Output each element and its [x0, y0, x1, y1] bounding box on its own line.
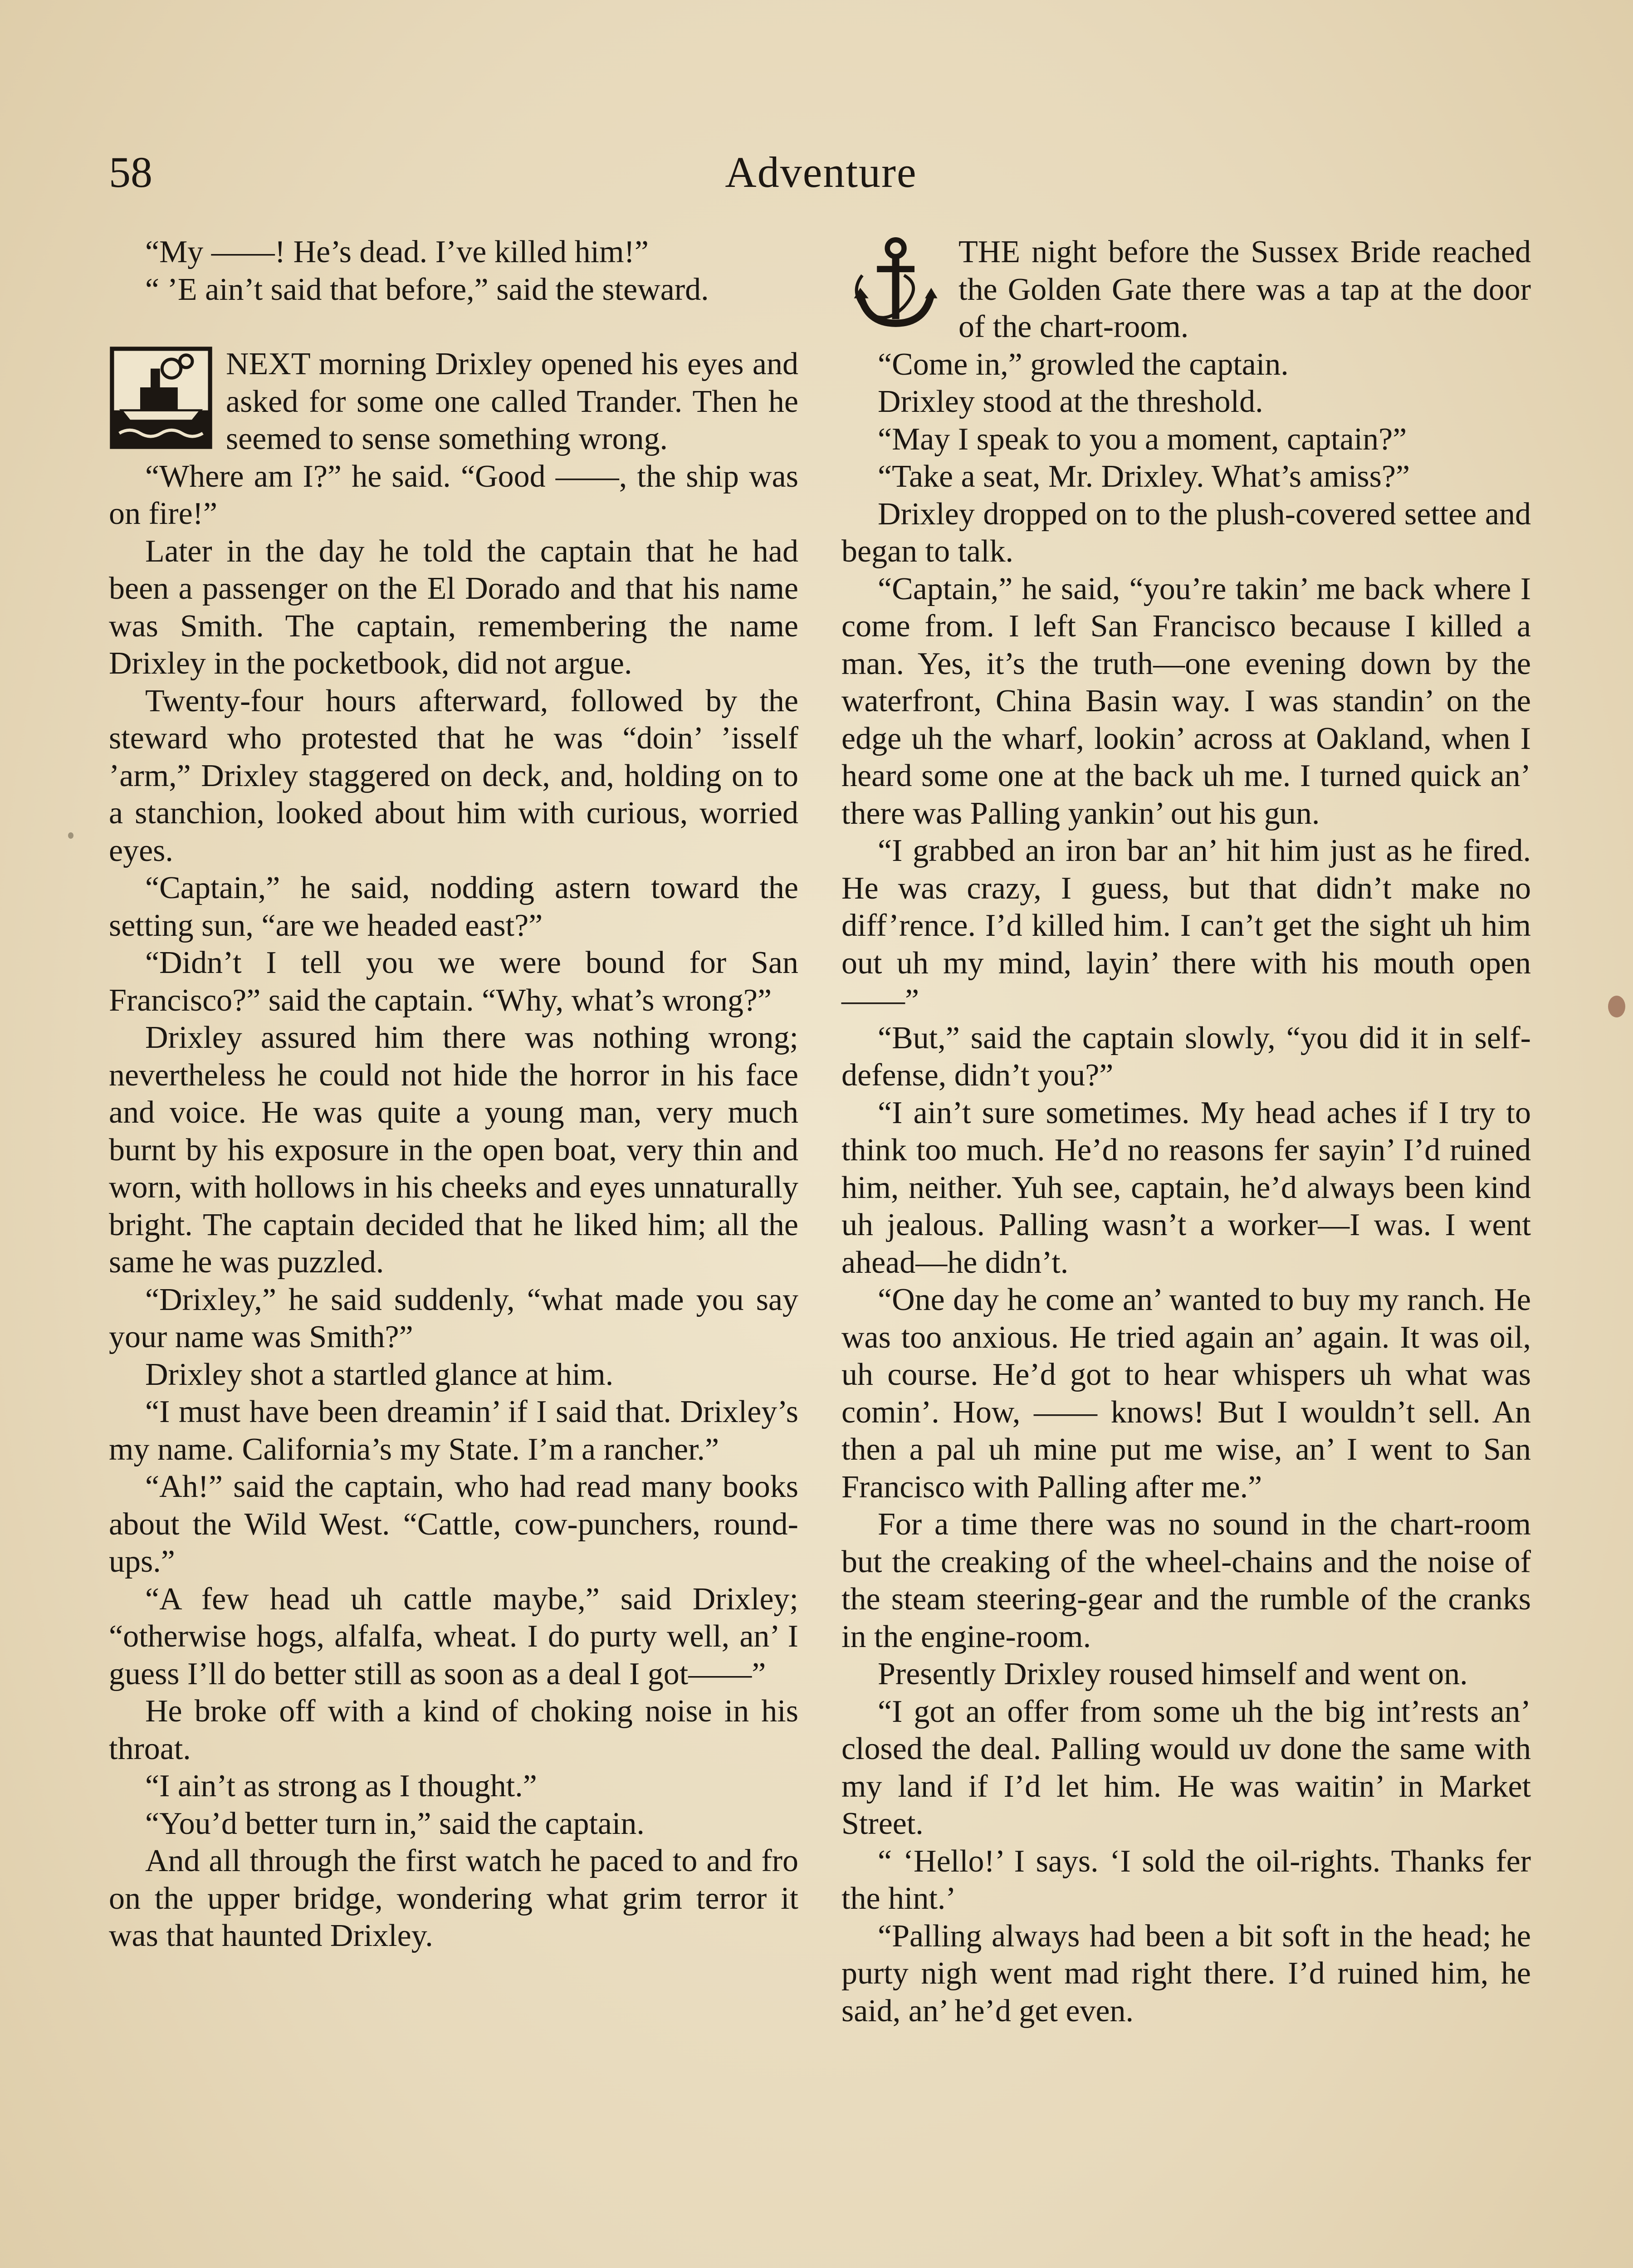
paragraph: “Palling always had been a bit soft in the head; he purty nigh went mad right there. I’d ruined him, he said, an’ he’d get even. [841, 1918, 1531, 2028]
paragraph: “Didn’t I tell you we were bound for San Francisco?” said the captain. “Why, what’s wrong?” [109, 945, 798, 1018]
page-header [109, 145, 1533, 209]
left-column [109, 234, 798, 1955]
paragraph: “Where am I?” he said. “Good ——, the ship was on fire!” [109, 459, 798, 531]
paragraph: And all through the first watch he paced to and fro on the upper bridge, wondering what grim terror it was that haunted Drixley. [109, 1843, 798, 1953]
paragraph: Twenty-four hours afterward, followed by the steward who protested that he was “doin’ ’isself ’arm,” Drixley staggered on deck, and, holding on to a stanchion, looked about him with curious, worried eyes. [109, 683, 798, 868]
paragraph: “Ah!” said the captain, who had read many books about the Wild West. “Cattle, cow-punchers, round-ups.” [109, 1469, 798, 1579]
paragraph: “My ——! He’s dead. I’ve killed him!” [145, 235, 649, 269]
paragraph: “A few head uh cattle maybe,” said Drixley; “otherwise hogs, alfalfa, wheat. I do purty well, an’ I guess I’ll do better still as soon as a deal I got——” [109, 1581, 798, 1691]
paragraph: Drixley shot a startled glance at him. [145, 1357, 614, 1392]
paragraph: “Come in,” growled the captain. [878, 347, 1289, 382]
paragraph: NEXT morning Drixley opened his eyes and asked for some one called Trander. Then he seemed to sense something wrong. [226, 347, 798, 456]
paragraph: “ ’E ain’t said that before,” said the steward. [145, 272, 709, 307]
paragraph: “You’d better turn in,” said the captain. [145, 1806, 645, 1841]
paragraph: “Captain,” he said, nodding astern toward the setting sun, “are we headed east?” [109, 870, 798, 943]
paragraph: Later in the day he told the captain that he had been a passenger on the El Dorado and that his name was Smith. The captain, remembering the name Drixley in the pocketbook, did not argue. [109, 533, 798, 681]
paragraph: For a time there was no sound in the chart-room but the creaking of the wheel-chains and the noise of the steam steering-gear and the rumble of the cranks in the engine-room. [841, 1507, 1531, 1654]
paragraph: “Drixley,” he said suddenly, “what made you say your name was Smith?” [109, 1282, 798, 1354]
stain-mark [1608, 996, 1625, 1017]
right-column [841, 234, 1531, 2030]
paragraph: “Captain,” he said, “you’re takin’ me back where I come from. I left San Francisco because I killed a man. Yes, it’s the truth—one evening down by the waterfront, China Basin way. I was standin’ on the edge uh the wharf, lookin’ across at Oakland, when I heard some one at the back uh me. I turned quick an’ there was Palling yankin’ out his gun. [841, 571, 1531, 831]
page-number: 58 [109, 148, 152, 196]
paragraph: Drixley stood at the threshold. [878, 384, 1263, 419]
running-head: Adventure [725, 148, 917, 196]
paragraph: Presently Drixley roused himself and went on. [878, 1657, 1468, 1691]
paragraph: He broke off with a kind of choking noise in his throat. [109, 1694, 798, 1766]
paragraph: Drixley assured him there was nothing wrong; nevertheless he could not hide the horror in his face and voice. He was quite a young man, very much burnt by his exposure in the open boat, very thin and worn, with hollows in his cheeks and eyes unnaturally bright. The captain decided that he liked him; all the same he was puzzled. [109, 1020, 798, 1280]
stain-mark [68, 832, 73, 839]
paragraph: THE night before the Sussex Bride reached the Golden Gate there was a tap at the door of the chart-room. [958, 235, 1531, 344]
paragraph: “ ‘Hello!’ I says. ‘I sold the oil-rights. Thanks fer the hint.’ [841, 1843, 1531, 1916]
paragraph: “One day he come an’ wanted to buy my ranch. He was too anxious. He tried again an’ again. It was oil, uh course. He’d got to hear whispers uh what was comin’. How, —— knows! But I wouldn’t sell. An then a pal uh mine put me wise, an’ I went to San Francisco with Palling after me.” [841, 1282, 1531, 1505]
ship-at-sea-icon [109, 346, 213, 450]
anchor-icon [841, 234, 946, 338]
paragraph: Drixley dropped on to the plush-covered settee and began to talk. [841, 496, 1531, 569]
paragraph: “May I speak to you a moment, captain?” [878, 421, 1407, 457]
paragraph: “I ain’t as strong as I thought.” [145, 1769, 537, 1804]
paragraph: “I grabbed an iron bar an’ hit him just as he fired. He was crazy, I guess, but that didn’t make no diff’rence. I’d killed him. I can’t get the sight uh him out uh my mind, layin’ there with his mouth open——” [841, 833, 1531, 1018]
paragraph: “Take a seat, Mr. Drixley. What’s amiss?” [878, 459, 1410, 494]
paragraph: “I must have been dreamin’ if I said that. Drixley’s my name. California’s my State. I’m a rancher.” [109, 1394, 798, 1467]
paragraph: “I got an offer from some uh the big int’rests an’ closed the deal. Palling would uv done the same with my land if I’d let him. He was waitin’ in Market Street. [841, 1694, 1531, 1841]
paragraph: “But,” said the captain slowly, “you did it in self-defense, didn’t you?” [841, 1020, 1531, 1093]
paragraph: “I ain’t sure sometimes. My head aches if I try to think too much. He’d no reasons fer sayin’ I’d ruined him, neither. Yuh see, captain, he’d always been kind uh jealous. Palling wasn’t a worker—I was. I went ahead—he didn’t. [841, 1095, 1531, 1280]
